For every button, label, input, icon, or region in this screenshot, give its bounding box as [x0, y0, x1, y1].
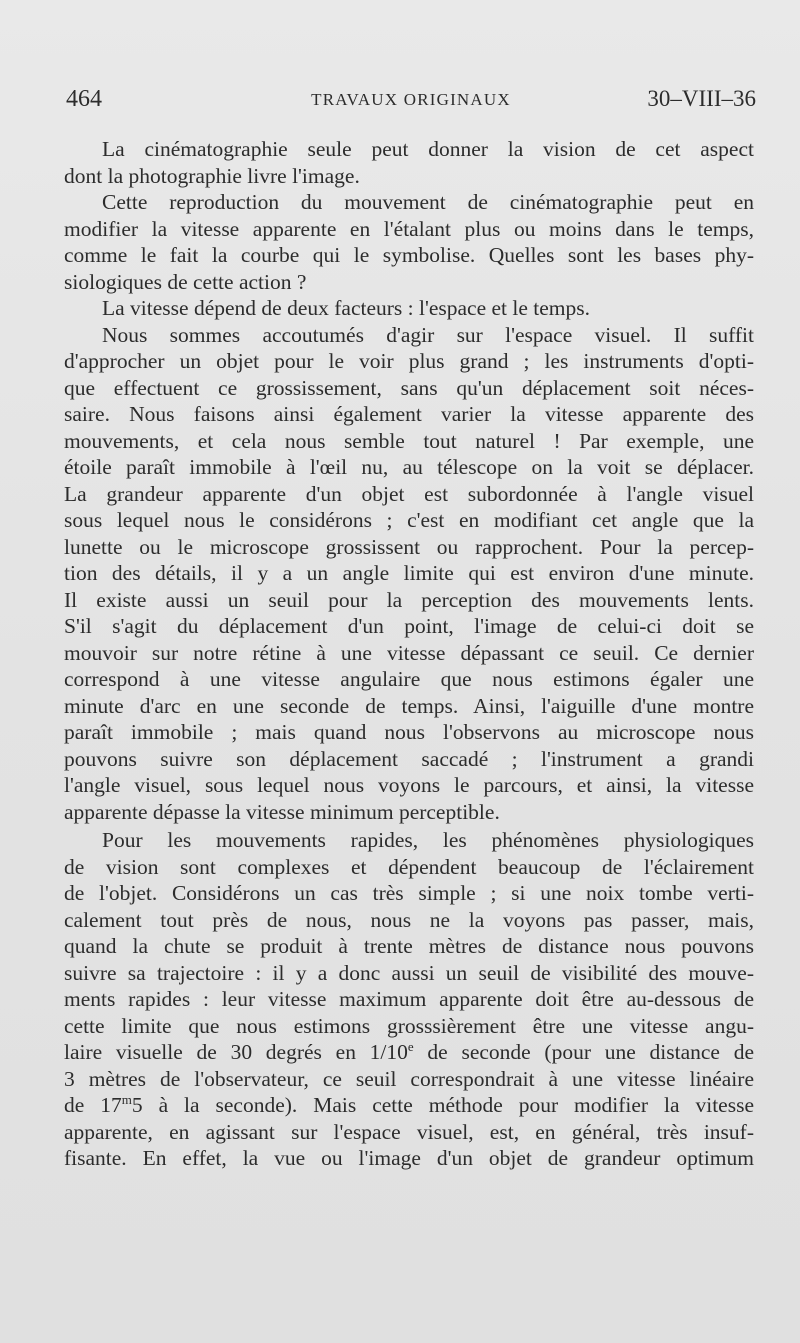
- text-line: pouvons suivre son déplacement saccadé ; l'instrument a grandi: [64, 746, 754, 771]
- text-line: saire. Nous faisons ainsi également varier la vitesse apparente des: [64, 402, 754, 426]
- text-line: l'angle visuel, sous lequel nous voyons le parcours, et ainsi, la vitesse: [64, 773, 754, 797]
- text-line: que effectuent ce grossissement, sans qu'un déplacement soit néces-: [64, 375, 754, 400]
- text-line: [64, 1039, 754, 1066]
- text-line: Cette reproduction du mouvement de cinématographie peut en: [102, 190, 754, 214]
- text-line: comme le fait la courbe qui le symbolise. Quelles sont les bases phy-: [64, 243, 754, 267]
- text-line: La grandeur apparente d'un objet est subordonnée à l'angle visuel: [64, 481, 754, 506]
- text-line: fisante. En effet, la vue ou l'image d'un objet de grandeur optimum: [64, 1146, 754, 1170]
- text-line: de vision sont complexes et dépendent beaucoup de l'éclairement: [64, 854, 754, 879]
- text-line: lunette ou le microscope grossissent ou rapprochent. Pour la percep-: [64, 534, 754, 559]
- text-line: Nous sommes accoutumés d'agir sur l'espace visuel. Il suffit: [102, 322, 754, 347]
- text-line: Pour les mouvements rapides, les phénomènes physiologiques: [102, 828, 754, 852]
- text-fragment: de seconde (pour une distance de: [413, 1040, 754, 1064]
- text-line: S'il s'agit du déplacement d'un point, l'image de celui-ci doit se: [64, 614, 754, 638]
- text-line: La cinématographie seule peut donner la vision de cet aspect: [102, 137, 754, 161]
- text-line: siologiques de cette action ?: [64, 269, 307, 294]
- header-date: 30–VIII–36: [647, 86, 756, 111]
- text-line: étoile paraît immobile à l'œil nu, au télescope on la voit se déplacer.: [64, 455, 754, 479]
- running-header: [66, 86, 756, 116]
- superscript: m: [121, 1091, 132, 1107]
- text-line: correspond à une vitesse angulaire que nous estimons égaler une: [64, 667, 754, 691]
- text-fragment: laire visuelle de 30 degrés en 1/10: [64, 1040, 408, 1064]
- text-line: quand la chute se produit à trente mètres de distance nous pouvons: [64, 934, 754, 958]
- text-line: suivre sa trajectoire : il y a donc aussi un seuil de visibilité des mouve-: [64, 960, 754, 985]
- running-title: TRAVAUX ORIGINAUX: [311, 90, 511, 109]
- text-line: sous lequel nous le considérons ; c'est en modifiant cet angle que la: [64, 508, 754, 532]
- superscript: e: [407, 1038, 414, 1054]
- text-fragment: 5 à la seconde). Mais cette méthode pour modifier la vitesse: [131, 1093, 755, 1117]
- text-line: mouvements, et cela nous semble tout naturel ! Par exemple, une: [64, 428, 754, 453]
- text-line: de l'objet. Considérons un cas très simple ; si une noix tombe verti-: [64, 881, 754, 905]
- text-line: calement tout près de nous, nous ne la voyons pas passer, mais,: [64, 907, 754, 932]
- text-line: 3 mètres de l'observateur, ce seuil correspondrait à une vitesse linéaire: [64, 1066, 754, 1091]
- body-text: [64, 136, 754, 1172]
- text-line: apparente dépasse la vitesse minimum perceptible.: [64, 799, 500, 824]
- text-line: d'approcher un objet pour le voir plus grand ; les instruments d'opti-: [64, 349, 754, 373]
- text-line: paraît immobile ; mais quand nous l'observons au microscope nous: [64, 720, 754, 744]
- text-line: ments rapides : leur vitesse maximum apparente doit être au-dessous de: [64, 987, 754, 1011]
- text-fragment: de 17: [64, 1093, 122, 1117]
- text-line: [64, 1092, 754, 1119]
- text-line: La vitesse dépend de deux facteurs : l'espace et le temps.: [102, 296, 591, 320]
- text-line: modifier la vitesse apparente en l'étalant plus ou moins dans le temps,: [64, 216, 754, 241]
- text-line: mouvoir sur notre rétine à une vitesse dépassant ce seuil. Ce dernier: [64, 640, 754, 665]
- text-line: cette limite que nous estimons grosssièrement être une vitesse angu-: [64, 1013, 754, 1038]
- text-line: Il existe aussi un seuil pour la perception des mouvements lents.: [64, 587, 754, 612]
- text-line: apparente, en agissant sur l'espace visuel, est, en général, très insuf-: [64, 1119, 754, 1144]
- text-line: dont la photographie livre l'image.: [64, 163, 360, 188]
- page-number: 464: [66, 86, 102, 112]
- text-line: tion des détails, il y a un angle limite qui est environ d'une minute.: [64, 561, 754, 585]
- text-line: minute d'arc en une seconde de temps. Ainsi, l'aiguille d'une montre: [64, 693, 754, 718]
